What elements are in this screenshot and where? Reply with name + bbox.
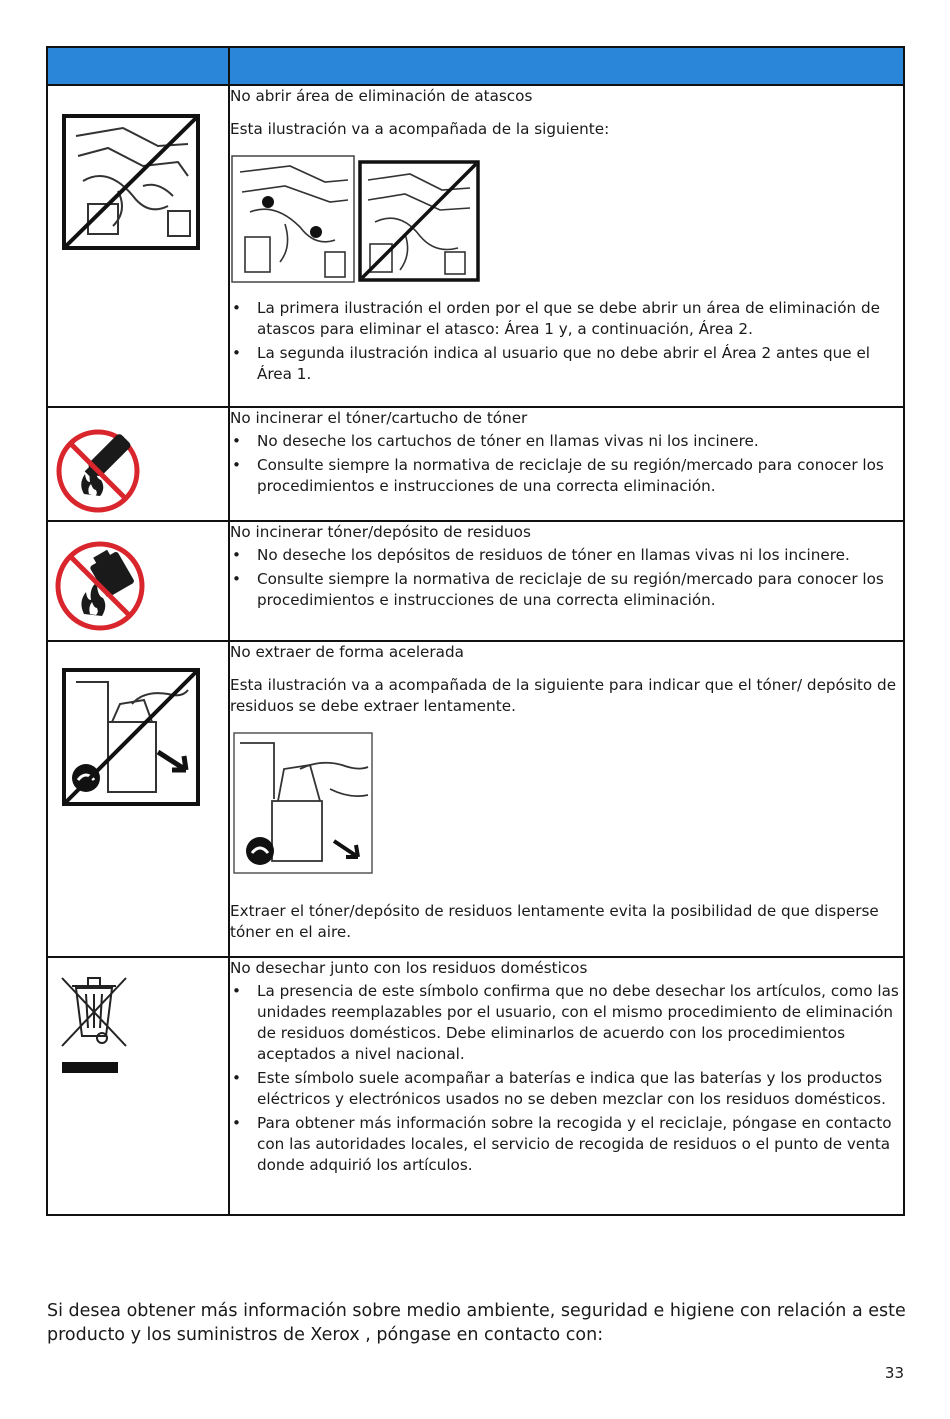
- list-item: • Este símbolo suele acompañar a baterías e indica que las baterías y los productos eléctricos y electrónicos usados no se deben mezclar con los residuos domésticos.: [257, 1068, 903, 1110]
- row-note: Extraer el tóner/depósito de residuos lentamente evita la posibilidad de que disperse tóner en el aire.: [230, 902, 879, 941]
- list-item: • La segunda ilustración indica al usuario que no debe abrir el Área 2 antes que el Área 1.: [257, 343, 903, 385]
- row-title: No desechar junto con los residuos domésticos: [230, 959, 588, 977]
- bullet-list: [230, 431, 903, 497]
- no-incinerate-toner-cartridge-icon: [48, 408, 226, 518]
- bullet-list: [230, 298, 903, 385]
- row-title: No abrir área de eliminación de atascos: [230, 87, 533, 105]
- no-open-jam-area-icon: [48, 86, 226, 256]
- table-row: [47, 521, 904, 641]
- list-item: • La presencia de este símbolo confirma que no debe desechar los artículos, como las unidades reemplazables por el usuario, con el mismo procedimiento de eliminación de residuos domésticos. Debe eliminarlos de acuerdo con los procedimientos aceptados a nivel nacional.: [257, 981, 903, 1065]
- description-cell: [229, 957, 904, 1215]
- table-row: [47, 407, 904, 521]
- header-cell-description: [229, 47, 904, 85]
- list-item: • La primera ilustración el orden por el que se debe abrir un área de eliminación de atascos para eliminar el atasco: Área 1 y, a continuación, Área 2.: [257, 298, 903, 340]
- jam-area-order-illustration: [232, 156, 354, 282]
- row-paragraph: Esta ilustración va a acompañada de la siguiente:: [230, 120, 610, 138]
- icon-cell: [47, 957, 229, 1215]
- no-fast-removal-icon: [48, 642, 226, 812]
- list-item: • Consulte siempre la normativa de reciclaje de su región/mercado para conocer los procedimientos e instrucciones de una correcta eliminación.: [257, 455, 903, 497]
- table-row: [47, 641, 904, 957]
- row-paragraph: Esta ilustración va a acompañada de la siguiente para indicar que el tóner/ depósito de residuos se debe extraer lentamente.: [230, 676, 897, 715]
- bullet-list: [230, 545, 903, 611]
- slow-removal-illustration: [230, 729, 380, 879]
- description-cell: [229, 85, 904, 407]
- table-row: [47, 85, 904, 407]
- row-title: No incinerar tóner/depósito de residuos: [230, 523, 531, 541]
- row-title: No incinerar el tóner/cartucho de tóner: [230, 409, 528, 427]
- row-title: No extraer de forma acelerada: [230, 643, 464, 661]
- description-cell: [229, 521, 904, 641]
- icon-cell: [47, 85, 229, 407]
- jam-area-illustrations: [230, 152, 490, 286]
- header-cell-symbol: [47, 47, 229, 85]
- list-item: • Para obtener más información sobre la recogida y el reciclaje, póngase en contacto con las autoridades locales, el servicio de recogida de residuos o el punto de venta donde adquirió los artículos.: [257, 1113, 903, 1176]
- table-row: [47, 957, 904, 1215]
- icon-cell: [47, 407, 229, 521]
- description-cell: [229, 641, 904, 957]
- jam-area-prohibited-illustration: [360, 162, 478, 280]
- bullet-list: [230, 981, 903, 1176]
- description-cell: [229, 407, 904, 521]
- page-number: 33: [884, 1364, 904, 1382]
- list-item: • Consulte siempre la normativa de reciclaje de su región/mercado para conocer los procedimientos e instrucciones de una correcta eliminación.: [257, 569, 903, 611]
- icon-cell: [47, 641, 229, 957]
- symbols-table: [46, 46, 905, 1216]
- table-header-row: [47, 47, 904, 85]
- list-item: • No deseche los cartuchos de tóner en llamas vivas ni los incinere.: [257, 431, 903, 452]
- icon-cell: [47, 521, 229, 641]
- weee-crossed-bin-icon: [48, 958, 226, 1078]
- list-item: • No deseche los depósitos de residuos de tóner en llamas vivas ni los incinere.: [257, 545, 903, 566]
- contact-paragraph: Si desea obtener más información sobre medio ambiente, seguridad e higiene con relación a este producto y los suministros de Xerox , póngase en contacto con:: [47, 1301, 906, 1345]
- no-incinerate-waste-container-icon: [48, 522, 226, 638]
